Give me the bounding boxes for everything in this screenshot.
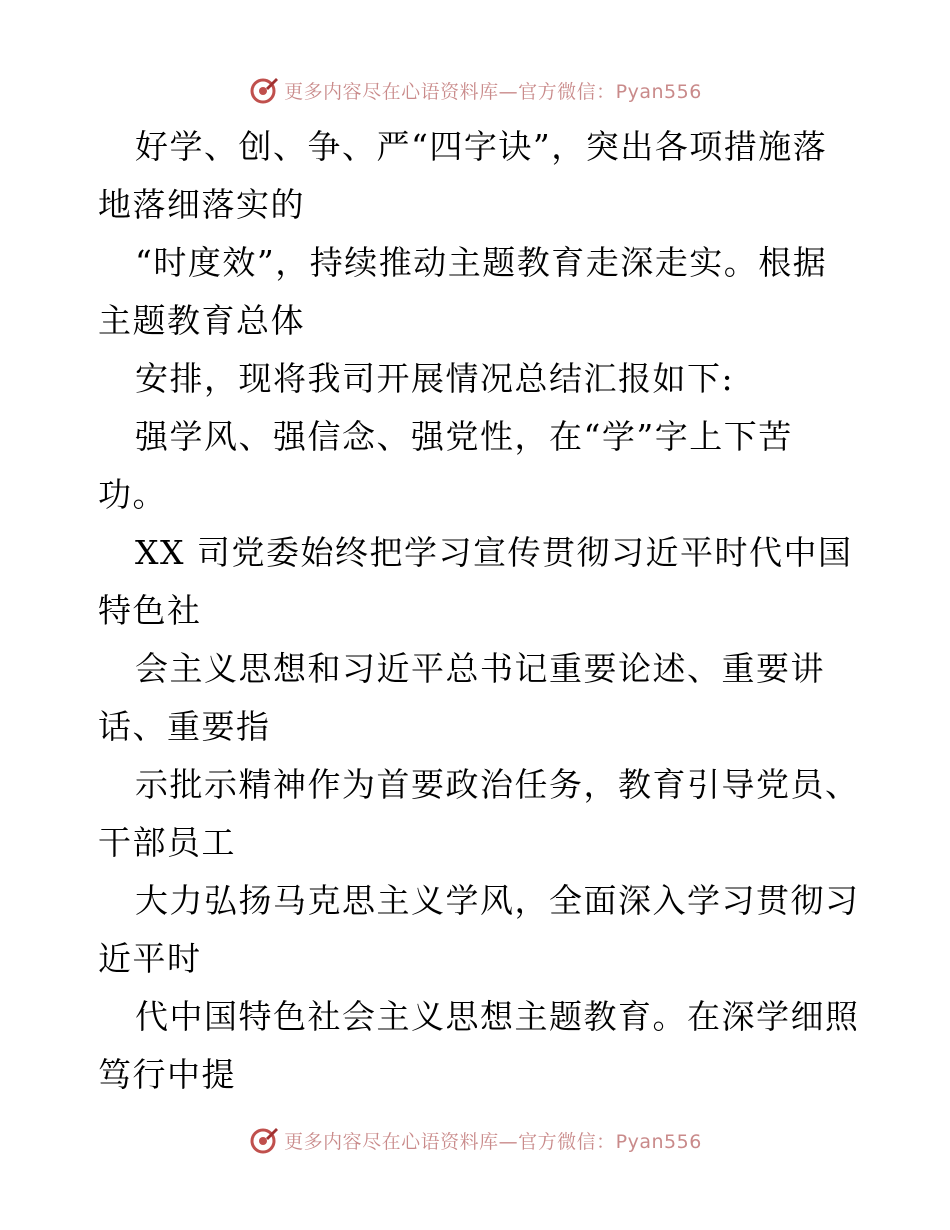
text-line: 主题教育总体 [98, 301, 305, 340]
document-body [98, 118, 868, 1104]
text-line: 干部员工 [98, 823, 236, 862]
watermark-text: 更多内容尽在心语资料库—官方微信：Pyan556 [284, 80, 702, 103]
text-line: “时度效”，持续推动主题教育走深走实。根据 [135, 243, 828, 282]
text-line: 安排，现将我司开展情况总结汇报如下: [135, 359, 735, 398]
text-line: XX 司党委始终把学习宣传贯彻习近平时代中国 [135, 533, 853, 572]
text-line: 功。 [98, 475, 167, 514]
text-line: 代中国特色社会主义思想主题教育。在深学细照 [135, 997, 860, 1036]
text-line: 会主义思想和习近平总书记重要论述、重要讲 [135, 649, 825, 688]
text-line: 强学风、强信念、强党性，在“学”字上下苦 [135, 417, 793, 456]
pen-circle-logo-icon [248, 74, 280, 106]
text-line: 地落细落实的 [98, 185, 305, 224]
text-line: 笃行中提 [98, 1055, 236, 1094]
watermark-header [0, 70, 950, 110]
watermark-footer [0, 1120, 950, 1160]
text-line: 话、重要指 [98, 707, 271, 746]
text-line: 大力弘扬马克思主义学风，全面深入学习贯彻习 [135, 881, 860, 920]
watermark-text: 更多内容尽在心语资料库—官方微信：Pyan556 [284, 1130, 702, 1153]
text-line: 示批示精神作为首要政治任务，教育引导党员、 [135, 765, 860, 804]
text-line: 好学、创、争、严“四字诀”，突出各项措施落 [135, 127, 828, 166]
text-line: 特色社 [98, 591, 202, 630]
pen-circle-logo-icon [248, 1124, 280, 1156]
text-line: 近平时 [98, 939, 202, 978]
